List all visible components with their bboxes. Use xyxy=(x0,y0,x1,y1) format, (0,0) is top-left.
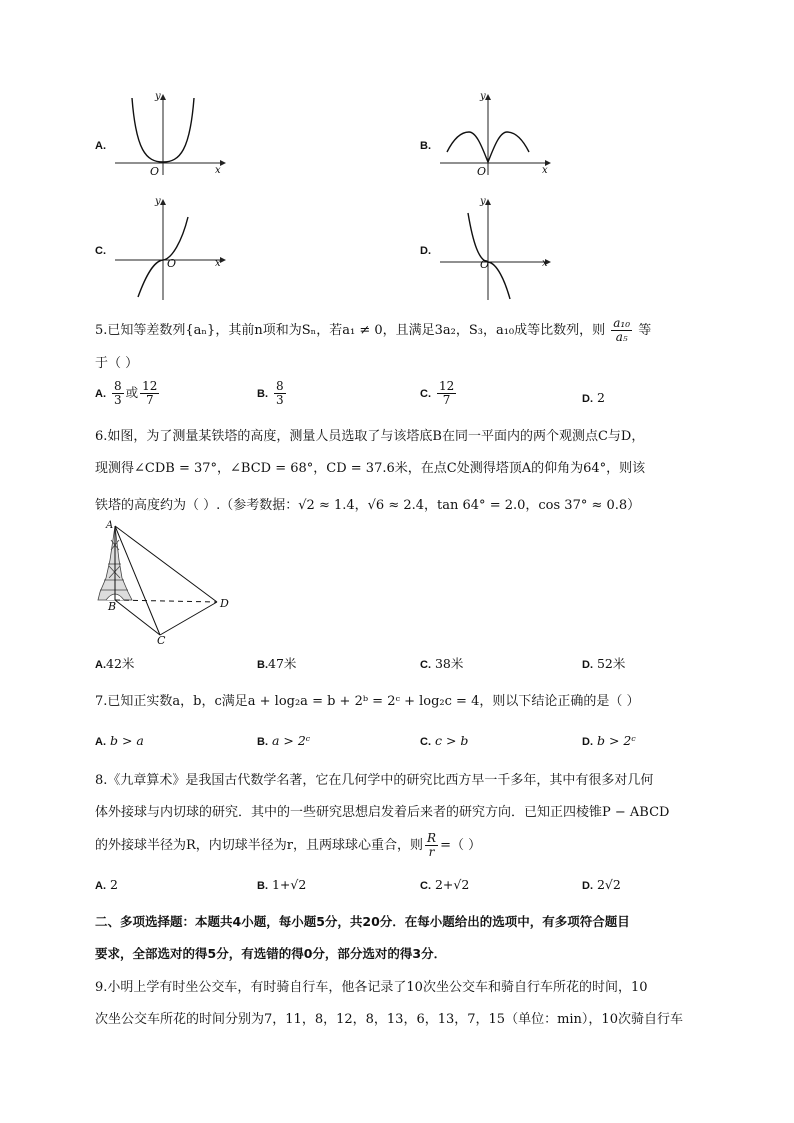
fraction: $\frac{\text{a₁₀}}{\text{a₅}}$ xyxy=(613,316,631,345)
option-a[interactable]: A. b > a xyxy=(95,733,144,748)
option-d[interactable]: D. b > 2ᶜ xyxy=(582,733,636,748)
option-d[interactable]: D. 2√2 xyxy=(582,877,621,892)
axis-x-label: x xyxy=(542,165,548,176)
option-label: C. xyxy=(95,245,106,257)
option-label: A. xyxy=(95,140,106,152)
point-a-label: A xyxy=(106,520,114,531)
option-d[interactable]: D. 52米 xyxy=(582,656,626,671)
option-c[interactable]: C. $\frac{12}{7}$ xyxy=(420,379,455,408)
option-c[interactable]: C. c > b xyxy=(420,733,469,748)
origin-label: O xyxy=(477,165,487,178)
option-a[interactable]: A. 2 xyxy=(95,877,118,892)
question-9-line-1: 9.小明上学有时坐公交车，有时骑自行车，他各记录了10次坐公交车和骑自行车所花的时间，10 xyxy=(95,980,648,995)
axis-y-label: y xyxy=(480,91,486,102)
question-6-line-3: 铁塔的高度约为（ ）.（参考数据：√2 ≈ 1.4，√6 ≈ 2.4，tan 64° = 2.0，cos 37° ≈ 0.8） xyxy=(95,498,641,513)
graph-c xyxy=(110,195,230,305)
graph-b xyxy=(435,90,555,180)
option-c[interactable]: C. 38米 xyxy=(420,656,464,671)
option-a[interactable]: A.42米 xyxy=(95,656,135,671)
option-b[interactable]: B. $\frac{8}{3}$ xyxy=(257,379,284,408)
question-8-line-3: 的外接球半径为R，内切球半径为r，且两球球心重合，则 $\frac{R}{r}$ =（ ） xyxy=(95,831,482,860)
option-c[interactable]: C. 2+√2 xyxy=(420,877,470,892)
option-label: D. xyxy=(420,245,431,257)
question-5-line-2: 于（ ） xyxy=(95,356,139,371)
graph-a xyxy=(110,90,230,180)
option-label: B. xyxy=(420,140,431,152)
axis-x-label: x xyxy=(542,258,548,269)
question-8-line-1: 8.《九章算术》是我国古代数学名著，它在几何学中的研究比西方早一千多年，其中有很多对几何 xyxy=(95,773,654,788)
option-d[interactable]: D. 2 xyxy=(582,390,605,405)
axis-x-label: x xyxy=(215,165,221,176)
origin-label: O xyxy=(150,165,160,178)
axis-y-label: y xyxy=(155,91,161,102)
origin-label: O xyxy=(167,257,177,270)
question-6-line-2: 现测得∠CDB = 37°，∠BCD = 68°，CD = 37.6米，在点C处测得塔顶A的仰角为64°，则该 xyxy=(95,461,646,476)
axis-y-label: y xyxy=(480,196,486,207)
axis-x-label: x xyxy=(215,258,221,269)
question-7-line-1: 7.已知正实数a，b，c满足a + log₂a = b + 2ᵇ = 2ᶜ + log₂c = 4，则以下结论正确的是（ ） xyxy=(95,694,640,709)
tower-figure xyxy=(92,520,242,650)
point-b-label: B xyxy=(108,600,117,613)
question-8-line-2: 体外接球与内切球的研究．其中的一些研究思想启发着后来者的研究方向．已知正四棱锥P − ABCD xyxy=(95,805,670,820)
point-c-label: C xyxy=(157,634,166,647)
graph-d xyxy=(435,195,555,305)
point-d-label: D xyxy=(220,597,229,610)
option-a[interactable]: A. $\frac{8}{3}$ 或 $\frac{12}{7}$ xyxy=(95,379,158,408)
option-b[interactable]: B. 1+√2 xyxy=(257,877,307,892)
question-6-line-1: 6.如图，为了测量某铁塔的高度，测量人员选取了与该塔底B在同一平面内的两个观测点C与D， xyxy=(95,429,645,444)
question-9-line-2: 次坐公交车所花的时间分别为7，11，8，12，8，13，6，13，7，15（单位：min），10次骑自行车 xyxy=(95,1012,683,1027)
option-b[interactable]: B. a > 2ᶜ xyxy=(257,733,311,748)
origin-label: O xyxy=(480,258,490,271)
axis-y-label: y xyxy=(155,196,161,207)
option-b[interactable]: B.47米 xyxy=(257,656,297,671)
question-5-line-1: 5.已知等差数列{aₙ}，其前n项和为Sₙ，若a₁ ≠ 0，且满足3a₂，S₃，a₁₀成等比数列，则 $\frac{\text{a₁₀}}{\text{a₅}}$ 等 xyxy=(95,316,652,345)
